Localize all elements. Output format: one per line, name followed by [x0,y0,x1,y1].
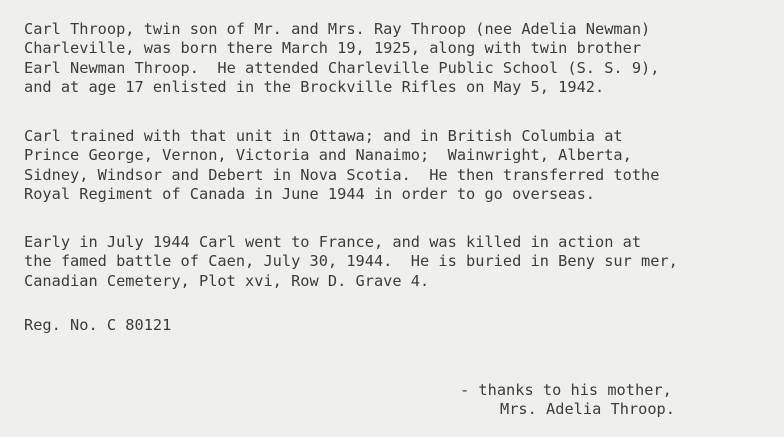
text-line: Carl trained with that unit in Ottawa; and in British Columbia at [24,127,623,145]
text-line: Prince George, Vernon, Victoria and Nanaimo; Wainwright, Alberta, [24,146,632,165]
text-line: Charleville, was born there March 19, 1925, along with twin brother [24,39,642,58]
text-line: Sidney, Windsor and Debert in Nova Scotia. He then transferred tothe [24,165,660,184]
text-line: Canadian Cemetery, Plot xvi, Row D. Grave 4. [24,271,430,290]
text-line: Earl Newman Throop. He attended Charleville Public School (S. S. 9), [24,58,660,77]
text-line: Early in July 1944 Carl went to France, and was killed in action at [24,233,642,251]
text-line: Royal Regiment of Canada in June 1944 in order to go overseas. [24,185,595,204]
registration-number [24,316,171,335]
biography-paragraph-birth [24,20,659,98]
biography-paragraph-training [24,127,659,205]
text-line: and at age 17 enlisted in the Brockville Rifles on May 5, 1942. [24,78,605,97]
text-line: the famed battle of Caen, July 30, 1944. He is buried in Beny sur mer, [24,252,678,271]
text-line: Carl Throop, twin son of Mr. and Mrs. Ray Throop (nee Adelia Newman) [24,20,651,38]
acknowledgement-line: - thanks to his mother, [460,381,672,399]
acknowledgement-name: Mrs. Adelia Throop. [500,400,675,419]
acknowledgement-signature [460,381,675,420]
biography-paragraph-death [24,233,678,291]
text-line: Reg. No. C 80121 [24,316,172,334]
